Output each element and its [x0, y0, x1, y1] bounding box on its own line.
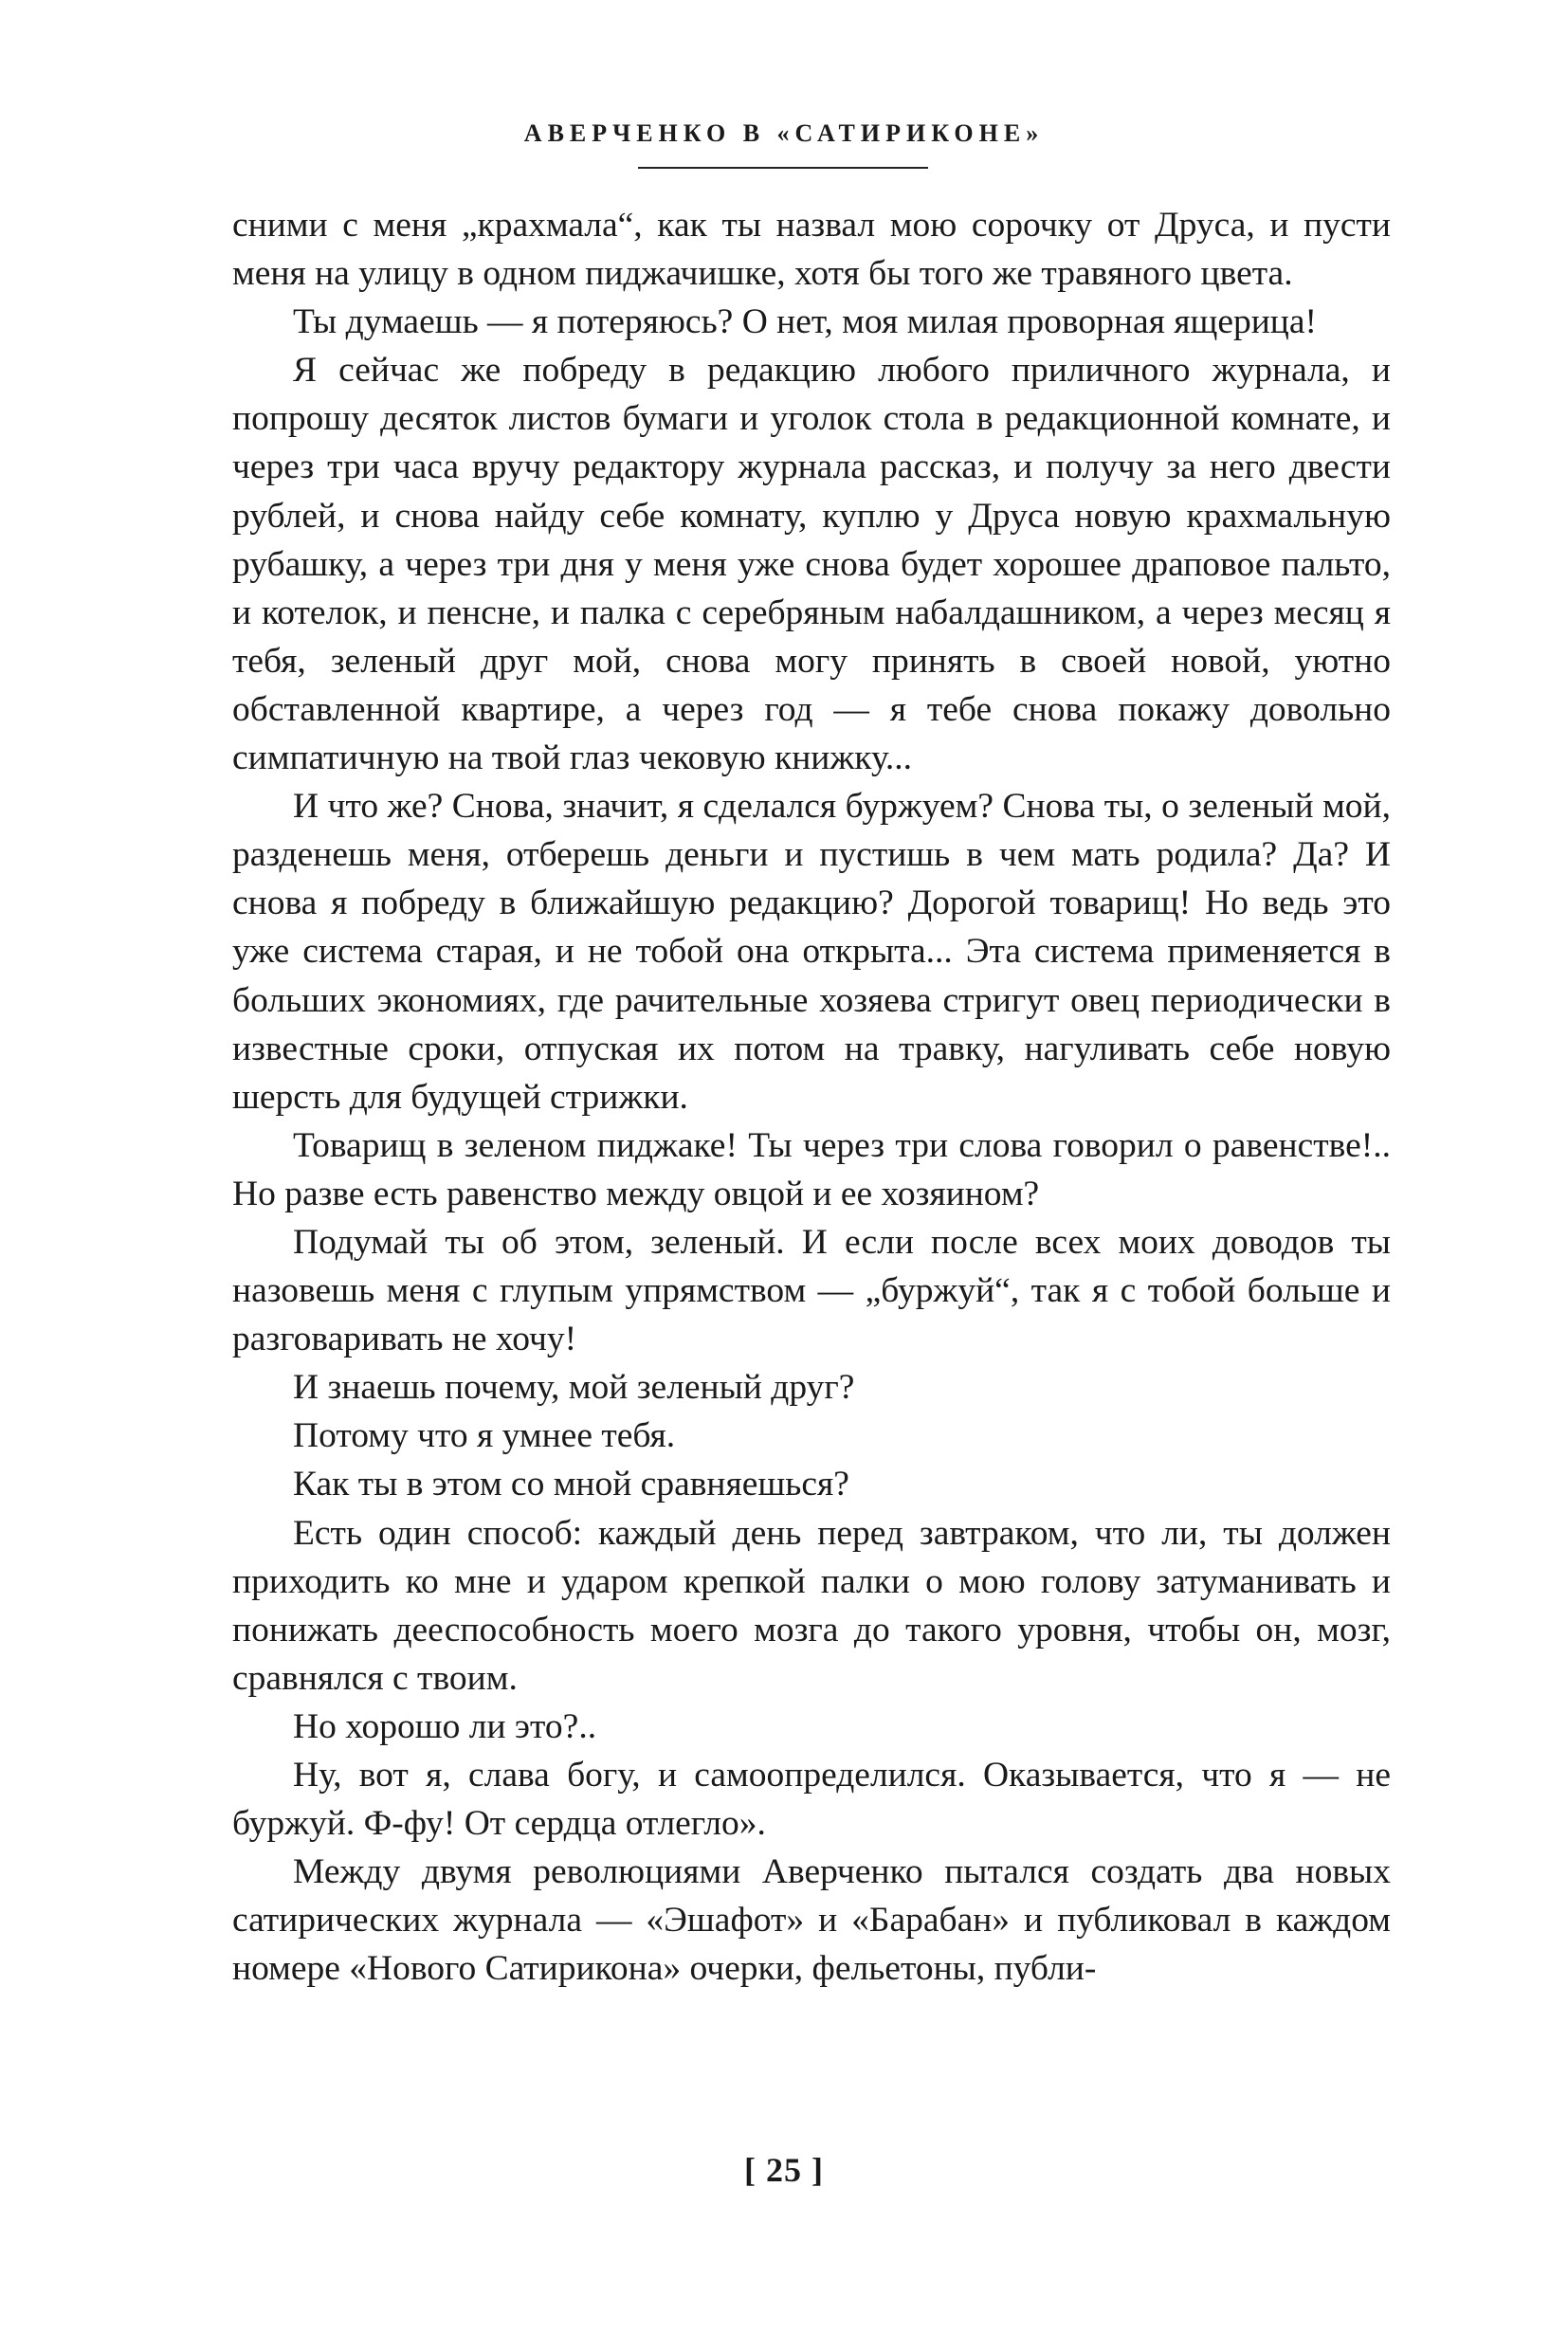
- paragraph: И что же? Снова, значит, я сделался буржуем? Снова ты, о зеленый мой, разденешь меня, отберешь деньги и пустишь в чем мать родила? Да? И снова я побреду в ближайшую редакцию? Дорогой товарищ! Но ведь это уже система старая, и не тобой она открыта... Эта система применяется в больших экономиях, где рачительные хозяева стригут овец периодически в известные сроки, отпуская их потом на травку, нагуливать себе новую шерсть для будущей стрижки.: [232, 787, 1391, 1117]
- paragraph: Я сейчас же побреду в редакцию любого приличного журнала, и попрошу десяток листов бумаги и уголок стола в редакционной комнате, и через три часа вручу редактору журнала рассказ, и получу за него двести рублей, и снова найду себе комнату, куплю у Друса новую крахмальную рубашку, а через три дня у меня уже снова будет хорошее драповое пальто, и котелок, и пенсне, и палка с серебряным набалдашником, а через месяц я тебя, зеленый друг мой, снова могу принять в своей новой, уютно обставленной квартире, а через год — я тебе снова покажу довольно симпатичную на твой глаз чековую книжку...: [232, 351, 1391, 778]
- body-text: [232, 201, 1391, 1993]
- paragraph: Ты думаешь — я потеряюсь? О нет, моя милая проворная ящерица!: [293, 302, 1317, 342]
- running-head: АВЕРЧЕНКО В «САТИРИКОНЕ»: [523, 119, 1045, 147]
- paragraph: Между двумя революциями Аверченко пытался создать два новых сатирических журнала — «Эшафот» и «Барабан» и публиковал в каждом номере «Нового Сатирикона» очерки, фельетоны, публи-: [232, 1852, 1391, 1989]
- paragraph: Но хорошо ли это?..: [293, 1706, 597, 1746]
- paragraph: Как ты в этом со мной сравняешься?: [293, 1465, 849, 1504]
- page-number: [ 25 ]: [744, 2151, 824, 2189]
- paragraph: Товарищ в зеленом пиджаке! Ты через три слова говорил о равенстве!.. Но разве есть равенство между овцой и ее хозяином?: [232, 1125, 1391, 1213]
- paragraph: Подумай ты об этом, зеленый. И если после всех моих доводов ты назовешь меня с глупым упрямством — „буржуй“, так я с тобой больше и разговаривать не хочу!: [232, 1222, 1391, 1359]
- header-rule: [638, 167, 928, 169]
- paragraph: Потому что я умнее тебя.: [293, 1416, 676, 1456]
- paragraph: Ну, вот я, слава богу, и самоопределился. Оказывается, что я — не буржуй. Ф-фу! От сердца отлегло».: [232, 1756, 1391, 1844]
- paragraph: сними с меня „крахмала“, как ты назвал мою сорочку от Друса, и пусти меня на улицу в одном пиджачишке, хотя бы того же травяного цвета.: [232, 206, 1391, 294]
- paragraph: Есть один способ: каждый день перед завтраком, что ли, ты должен приходить ко мне и ударом крепкой палки о мою голову затуманивать и понижать дееспособность моего мозга до такого уровня, чтобы он, мозг, сравнялся с твоим.: [232, 1513, 1391, 1698]
- paragraph: И знаешь почему, мой зеленый друг?: [293, 1368, 855, 1408]
